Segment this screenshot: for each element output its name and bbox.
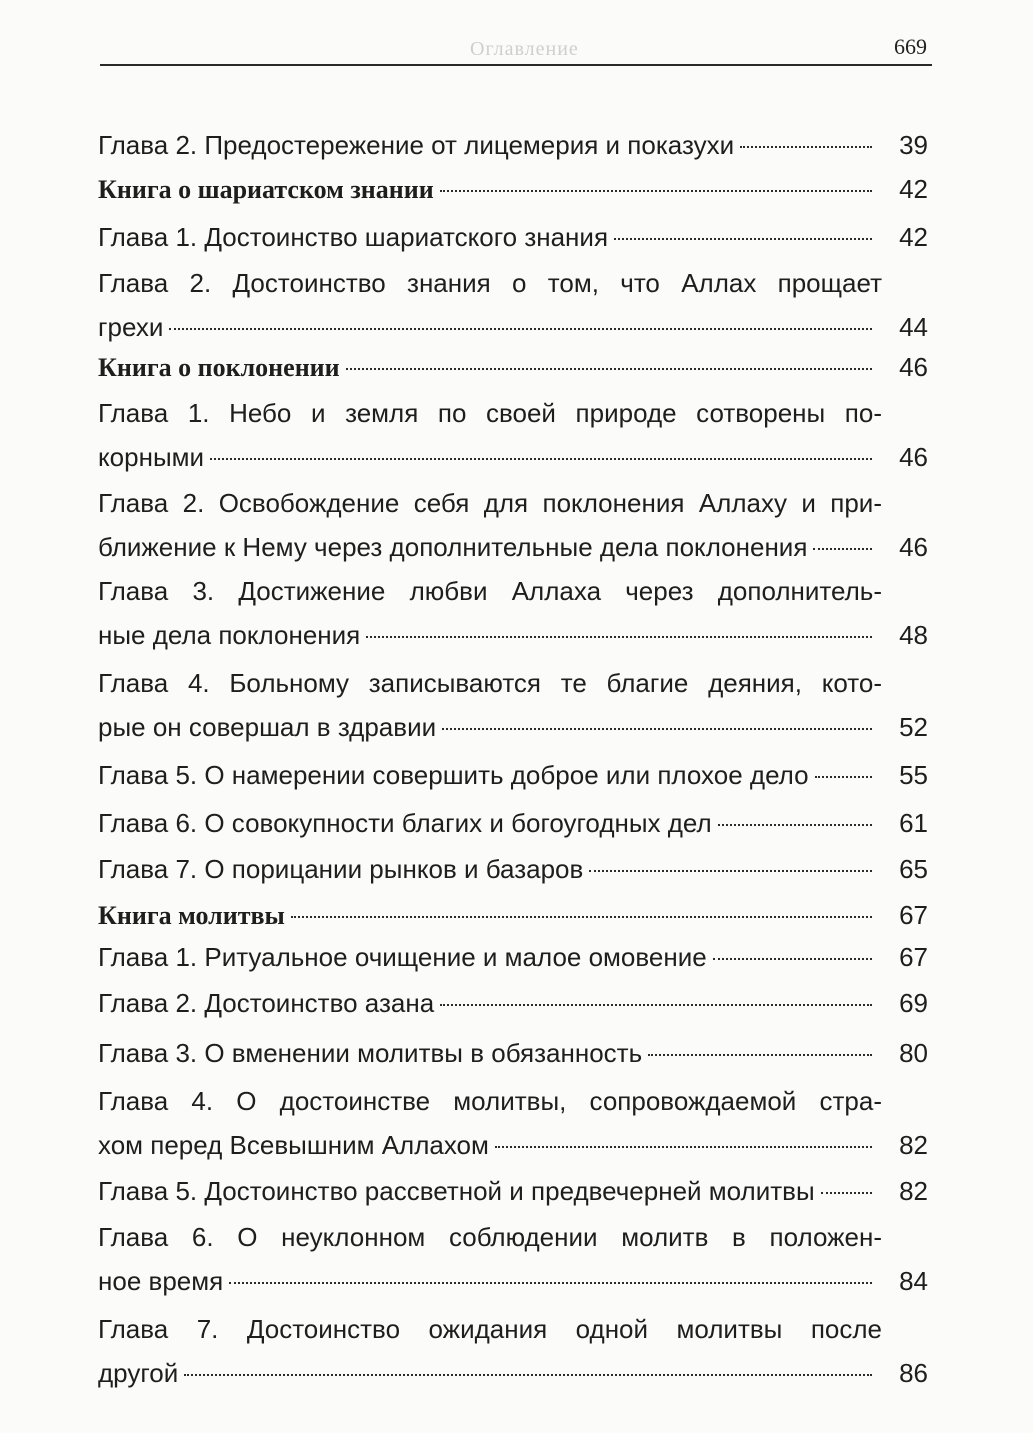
dot-leader <box>813 548 872 550</box>
toc-entry-line <box>98 986 928 1020</box>
toc-entry-line <box>98 806 928 840</box>
dot-leader <box>210 458 872 460</box>
toc-page-number: 46 <box>899 442 928 472</box>
toc-entry-title: Глава 7. О порицании рынков и базаров <box>98 854 584 884</box>
dot-leader <box>648 1054 872 1056</box>
toc-entry <box>98 128 928 162</box>
toc-entry-line <box>98 758 928 792</box>
toc-entry <box>98 220 928 254</box>
toc-page-number: 84 <box>899 1266 928 1296</box>
toc-entry-line <box>98 440 928 474</box>
toc-entry-line <box>98 1174 928 1208</box>
toc-entry-line <box>98 1356 928 1390</box>
page-number: 669 <box>894 34 927 59</box>
toc-entry-title: Глава 1. Достоинство шариатского знания <box>98 222 609 252</box>
toc-entry-title: ближение к Нему через дополнительные дела поклонения <box>98 532 808 562</box>
toc-entry-title: Книга о шариатском знании <box>98 175 434 204</box>
toc-page-number: 46 <box>899 352 928 382</box>
dot-leader <box>589 870 872 872</box>
toc-page-number: 48 <box>899 620 928 650</box>
dot-leader <box>291 916 872 918</box>
toc-entry-title: другой <box>98 1358 179 1388</box>
toc-entry-title: Глава 6. О совокупности благих и богоугодных дел <box>98 808 712 838</box>
toc-entry <box>98 1174 928 1208</box>
toc-entry-title: рые он совершал в здравии <box>98 712 437 742</box>
toc-entry-title-line: Глава 3. Достижение любви Аллаха через дополнитель- <box>98 576 882 606</box>
toc-entry-line <box>98 310 928 344</box>
toc-page-number: 52 <box>899 712 928 742</box>
toc-entry-title: хом перед Всевышним Аллахом <box>98 1130 489 1160</box>
toc-entry <box>98 666 928 744</box>
toc-page-number: 69 <box>899 988 928 1018</box>
toc-entry-title-line: Глава 6. О неуклонном соблюдении молитв в положен- <box>98 1222 882 1252</box>
toc-entry <box>98 852 928 886</box>
toc-entry-title: корными <box>98 442 205 472</box>
dot-leader <box>740 146 872 148</box>
dot-leader <box>169 328 872 330</box>
toc-entry <box>98 758 928 792</box>
toc-entry <box>98 806 928 840</box>
toc-entry-line <box>98 530 928 564</box>
toc-entry-title-line: Глава 2. Освобождение себя для поклонения Аллаху и при- <box>98 488 882 518</box>
dot-leader <box>495 1146 872 1148</box>
toc-entry <box>98 574 928 652</box>
dot-leader <box>440 190 872 192</box>
toc-entry-title: Книга молитвы <box>98 901 285 930</box>
toc-entry-line <box>98 1036 928 1070</box>
toc-page-number: 82 <box>899 1176 928 1206</box>
dot-leader <box>718 824 872 826</box>
toc-entry <box>98 1312 928 1390</box>
toc-entry-title-line: Глава 4. О достоинстве молитвы, сопровождаемой стра- <box>98 1086 882 1116</box>
toc-entry-line <box>98 220 928 254</box>
toc-entry-line <box>98 618 928 652</box>
dot-leader <box>184 1374 872 1376</box>
toc-entry-title: Глава 2. Предостережение от лицемерия и показухи <box>98 130 735 160</box>
toc-page-number: 67 <box>899 942 928 972</box>
toc-entry-title: Глава 5. Достоинство рассветной и предвечерней молитвы <box>98 1176 815 1206</box>
dot-leader <box>614 238 872 240</box>
toc-entry <box>98 1036 928 1070</box>
toc-page-number: 39 <box>899 130 928 160</box>
dot-leader <box>821 1192 872 1194</box>
toc-entry-title: Глава 2. Достоинство азана <box>98 988 435 1018</box>
dot-leader <box>346 368 872 370</box>
toc-entry-line <box>98 1128 928 1162</box>
toc-entry <box>98 986 928 1020</box>
toc-page-number: 55 <box>899 760 928 790</box>
toc-entry-line <box>98 852 928 886</box>
toc-entry-line <box>98 128 928 162</box>
toc-entry-line <box>98 898 928 932</box>
dot-leader <box>713 958 872 960</box>
toc-entry-title: Глава 1. Ритуальное очищение и малое омовение <box>98 942 707 972</box>
toc-entry <box>98 1220 928 1298</box>
toc-section-entry <box>98 172 928 206</box>
toc-entry <box>98 940 928 974</box>
toc-entry-title: ные дела поклонения <box>98 620 361 650</box>
header-rule <box>100 64 932 66</box>
toc-page-number: 61 <box>899 808 928 838</box>
toc-page-number: 42 <box>899 222 928 252</box>
toc-entry <box>98 266 928 344</box>
toc-entry-title: Глава 3. О вменении молитвы в обязанность <box>98 1038 643 1068</box>
toc-entry-title-line: Глава 1. Небо и земля по своей природе сотворены по- <box>98 398 882 428</box>
dot-leader <box>815 776 872 778</box>
toc-entry-title-line: Глава 7. Достоинство ожидания одной молитвы после <box>98 1314 882 1344</box>
running-title: Оглавление <box>470 38 579 60</box>
toc-section-entry <box>98 350 928 384</box>
toc-page-number: 46 <box>899 532 928 562</box>
toc-page-number: 86 <box>899 1358 928 1388</box>
toc-page-number: 67 <box>899 900 928 930</box>
dot-leader <box>366 636 872 638</box>
toc-entry-title-line: Глава 2. Достоинство знания о том, что Аллах прощает <box>98 268 882 298</box>
dot-leader <box>442 728 872 730</box>
toc-page-number: 65 <box>899 854 928 884</box>
toc-entry-title: Глава 5. О намерении совершить доброе или плохое дело <box>98 760 809 790</box>
toc-entry-line <box>98 1264 928 1298</box>
dot-leader <box>229 1282 872 1284</box>
toc-entry <box>98 486 928 564</box>
dot-leader <box>440 1004 872 1006</box>
toc-page-number: 42 <box>899 174 928 204</box>
toc-entry-line <box>98 710 928 744</box>
toc-section-entry <box>98 898 928 932</box>
toc-entry-line <box>98 172 928 206</box>
toc-page-number: 80 <box>899 1038 928 1068</box>
toc-page-number: 82 <box>899 1130 928 1160</box>
toc-entry <box>98 1084 928 1162</box>
toc-entry-title: грехи <box>98 312 164 342</box>
toc-entry-title: ное время <box>98 1266 224 1296</box>
toc-page-number: 44 <box>899 312 928 342</box>
toc-entry-line <box>98 350 928 384</box>
toc-entry-line <box>98 940 928 974</box>
toc-entry-title-line: Глава 4. Больному записываются те благие деяния, кото- <box>98 668 882 698</box>
toc-entry-title: Книга о поклонении <box>98 353 340 382</box>
toc-entry <box>98 396 928 474</box>
